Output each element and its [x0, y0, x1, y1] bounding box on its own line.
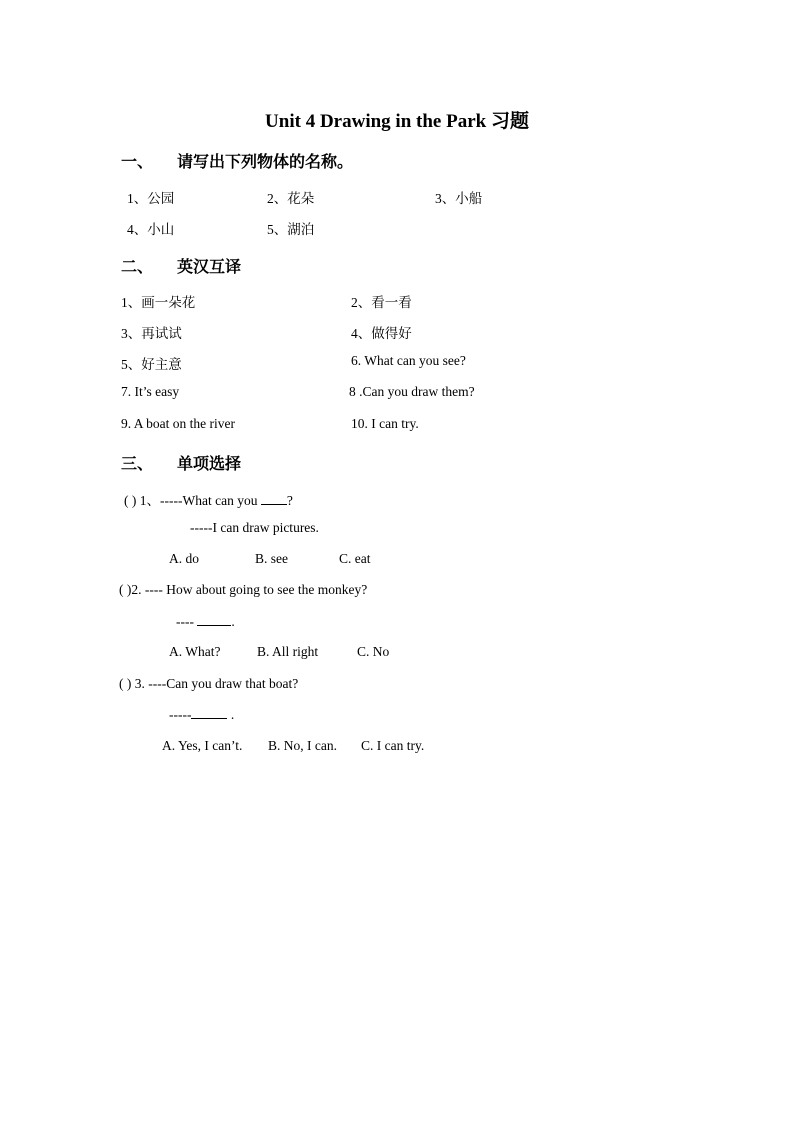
section-2-heading [121, 254, 241, 277]
answer-blank [261, 493, 287, 505]
dialogue-dash: ---- [176, 614, 194, 629]
option-c: C. eat [339, 551, 371, 566]
answer-blank [197, 614, 231, 626]
answer-paren: ( ) [119, 582, 132, 597]
translation-item: 10. I can try. [351, 416, 419, 431]
section-title: 英汉互译 [177, 259, 242, 276]
option-c: C. I can try. [361, 738, 425, 753]
section-title: 请写出下列物体的名称。 [177, 154, 354, 171]
section-number: 二、 [121, 259, 154, 276]
option-b: B. All right [257, 644, 319, 659]
question-1 [124, 489, 293, 509]
question-3-dialogue [169, 707, 234, 723]
option-a: A. Yes, I can’t. [162, 738, 243, 753]
dialogue-end: . [231, 614, 235, 629]
option-c: C. No [357, 644, 390, 659]
translation-item: 6. What can you see? [351, 353, 466, 368]
worksheet-title: Unit 4 Drawing in the Park 习题 [265, 111, 529, 132]
question-2 [119, 582, 367, 598]
translation-item: 3、再试试 [121, 326, 182, 341]
translation-item: 7. It’s easy [121, 384, 180, 399]
option-b: B. No, I can. [268, 738, 337, 753]
dialogue-end: . [230, 707, 235, 722]
dialogue-dash: ----- [169, 707, 192, 722]
option-a: A. What? [169, 644, 221, 659]
section-1-heading [121, 149, 353, 172]
translation-item: 5、好主意 [121, 357, 182, 372]
question-1-dialogue: -----I can draw pictures. [190, 520, 319, 535]
translation-item: 4、做得好 [351, 326, 412, 341]
vocab-item: 2、花朵 [267, 191, 315, 206]
vocab-item: 5、湖泊 [267, 222, 315, 237]
option-a: A. do [169, 551, 199, 566]
vocab-item: 1、公园 [127, 191, 175, 206]
question-stem: 3. ----Can you draw that boat? [134, 676, 299, 691]
section-number: 三、 [121, 456, 154, 473]
question-stem: 2. ---- How about going to see the monkey? [131, 582, 368, 597]
question-2-dialogue [176, 614, 235, 630]
answer-blank [191, 707, 227, 719]
vocab-item: 4、小山 [127, 222, 175, 237]
section-title: 单项选择 [177, 456, 242, 473]
vocab-item: 3、小船 [435, 191, 483, 206]
option-b: B. see [255, 551, 288, 566]
section-number: 一、 [121, 154, 154, 171]
answer-paren: ( ) [119, 676, 132, 691]
question-tail: ? [286, 493, 293, 508]
answer-paren: ( ) [124, 493, 137, 508]
translation-item: 2、看一看 [351, 295, 412, 310]
section-3-heading [121, 451, 241, 474]
translation-item: 8 .Can you draw them? [349, 384, 475, 399]
translation-item: 1、画一朵花 [121, 295, 196, 310]
translation-item: 9. A boat on the river [121, 416, 235, 431]
question-3 [119, 676, 298, 692]
question-stem: 1、-----What can you [139, 493, 258, 508]
